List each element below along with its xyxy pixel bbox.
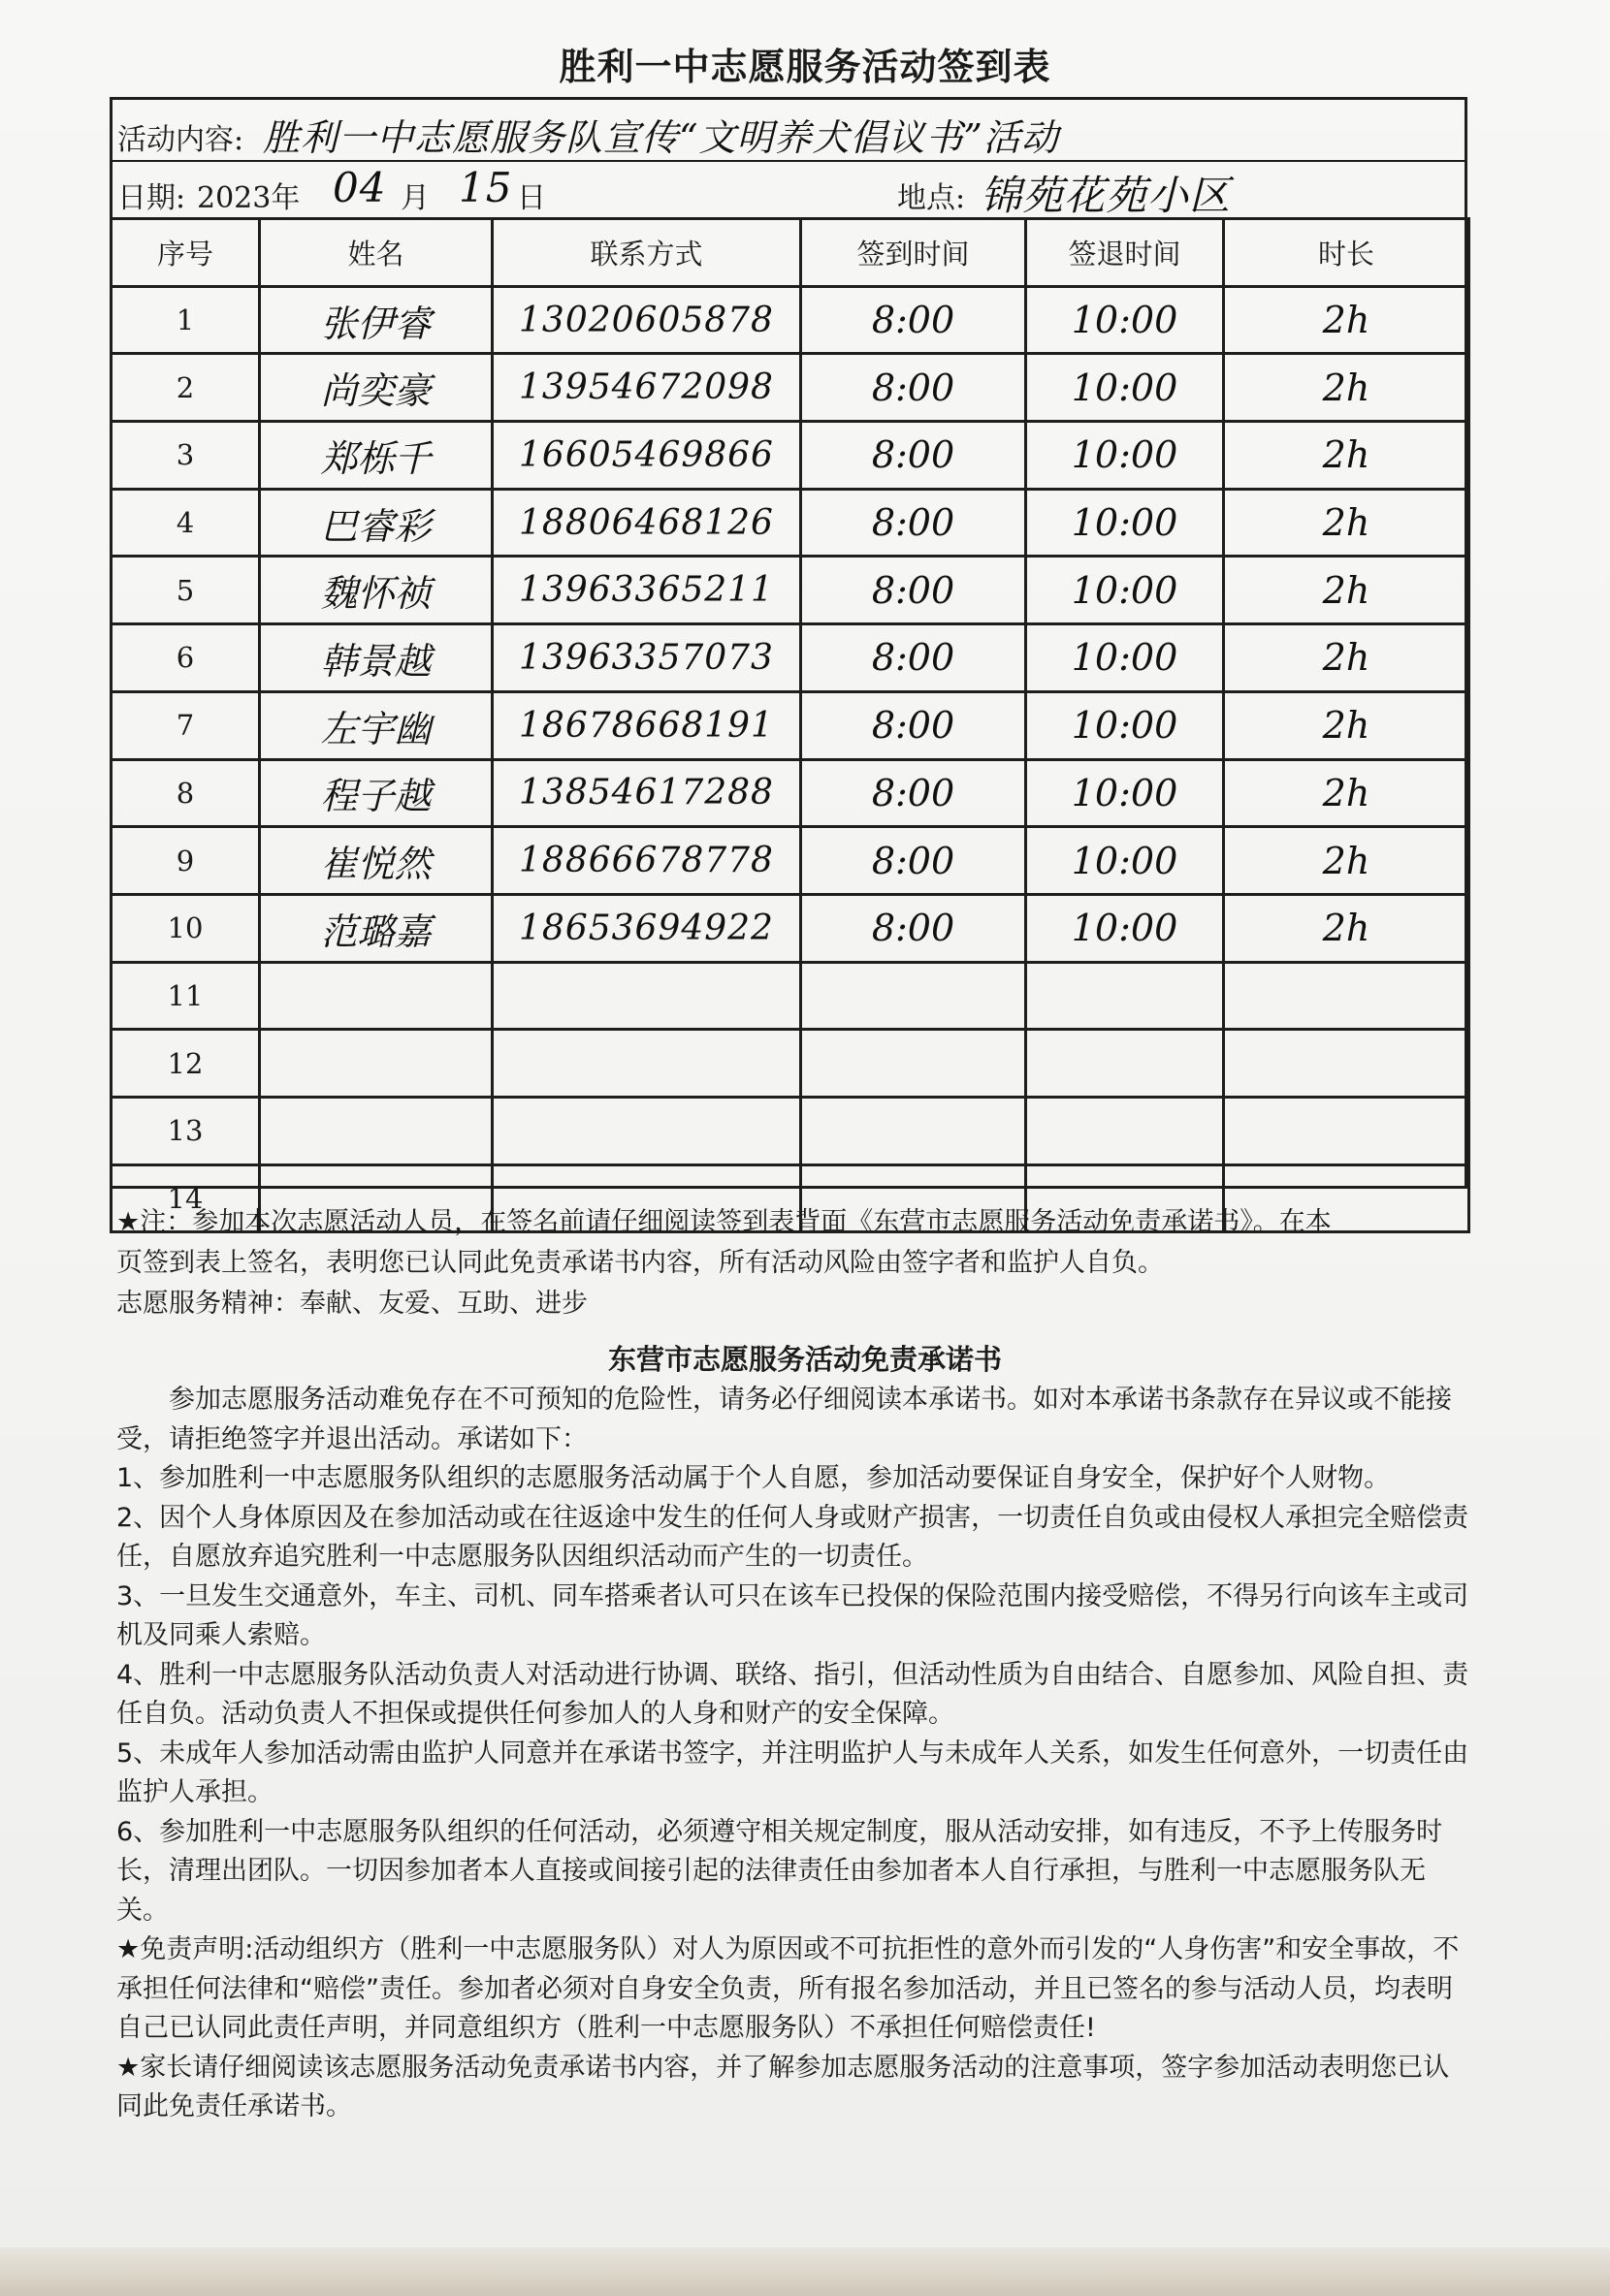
row-phone [493,1097,801,1164]
date-row [110,162,1467,218]
row-no: 10 [112,894,260,962]
row-no: 12 [112,1030,260,1098]
row-duration: 2h [1224,286,1469,354]
table-row [112,1030,1469,1098]
waiver-paragraph: 3、一旦发生交通意外，车主、司机、同车搭乘者认可只在该车已投保的保险范围内接受赔偿，不得另行向该车主或司机及同乘人索赔。 [116,1580,1469,1650]
row-check-in [801,1030,1026,1098]
row-check-out [1026,1030,1224,1098]
waiver-paragraph: 2、因个人身体原因及在参加活动或在往返途中发生的任何人身或财产损害，一切责任自负或由侵权人承担完全赔偿责任，自愿放弃追究胜利一中志愿服务队因组织活动而产生的一切责任。 [116,1502,1469,1572]
waiver-paragraph: 4、胜利一中志愿服务队活动负责人对活动进行协调、联络、指引，但活动性质为自由结合、自愿参加、风险自担、责任自负。活动负责人不担保或提供任何参加人的人身和财产的安全保障。 [116,1659,1469,1729]
row-check-in: 8:00 [801,759,1026,827]
date-month-unit: 月 [401,181,430,215]
notes-block [116,1202,1474,1324]
row-check-in [801,1097,1026,1164]
row-name: 张伊睿 [260,286,493,354]
row-check-out: 10:00 [1026,827,1224,895]
waiver-title: 东营市志愿服务活动免责承诺书 [607,1343,1002,1376]
row-name: 魏怀祯 [260,557,493,624]
table-row [112,827,1469,895]
row-phone [493,962,801,1030]
row-no: 2 [112,354,260,422]
row-no: 14 [112,1164,260,1232]
row-no: 9 [112,827,260,895]
date-day-unit: 日 [517,181,546,215]
row-no: 7 [112,691,260,759]
row-duration: 2h [1224,354,1469,422]
row-phone: 18866678778 [493,827,801,895]
location-value: 锦苑花苑小区 [981,172,1232,219]
header-phone: 联系方式 [493,219,801,287]
row-check-out: 10:00 [1026,691,1224,759]
waiver-paragraph: 1、参加胜利一中志愿服务队组织的志愿服务活动属于个人自愿，参加活动要保证自身安全，保护好个人财物。 [116,1463,1391,1493]
row-check-in: 8:00 [801,557,1026,624]
date-month: 04 [333,164,387,211]
row-duration: 2h [1224,624,1469,692]
waiver-paragraph: ★家长请仔细阅读该志愿服务活动免责承诺书内容，并了解参加志愿服务活动的注意事项，签字参加活动表明您已认同此免责任承诺书。 [116,2052,1450,2121]
activity-label: 活动内容: [117,123,244,157]
row-name: 尚奕豪 [260,354,493,422]
row-name [260,1097,493,1164]
row-check-out: 10:00 [1026,557,1224,624]
table-row [112,489,1469,557]
table-row [112,691,1469,759]
row-no: 3 [112,422,260,490]
waiver-paragraph: 5、未成年人参加活动需由监护人同意并在承诺书签字，并注明监护人与未成年人关系，如发生任何意外，一切责任由监护人承担。 [116,1738,1469,1807]
row-name: 韩景越 [260,624,493,692]
row-name: 程子越 [260,759,493,827]
row-check-in: 8:00 [801,354,1026,422]
row-name: 郑栎千 [260,422,493,490]
row-check-in: 8:00 [801,422,1026,490]
header-check-in: 签到时间 [801,219,1026,287]
table-row [112,1097,1469,1164]
date-label: 日期: [117,181,186,215]
row-check-out: 10:00 [1026,489,1224,557]
row-duration [1224,1097,1469,1164]
header-no: 序号 [112,219,260,287]
row-check-in: 8:00 [801,624,1026,692]
table-row [112,422,1469,490]
table-row [112,286,1469,354]
row-phone: 13954672098 [493,354,801,422]
row-no: 4 [112,489,260,557]
row-no: 8 [112,759,260,827]
row-no: 6 [112,624,260,692]
sign-in-table [110,217,1470,1233]
date-day: 15 [459,164,513,211]
row-duration: 2h [1224,827,1469,895]
row-check-in: 8:00 [801,286,1026,354]
row-phone: 13854617288 [493,759,801,827]
table-surface-edge [0,2248,1610,2296]
row-check-in: 8:00 [801,489,1026,557]
row-name: 崔悦然 [260,827,493,895]
row-check-out: 10:00 [1026,624,1224,692]
row-duration [1224,1030,1469,1098]
note-line: 页签到表上签名，表明您已认同此免责承诺书内容，所有活动风险由签字者和监护人自负。 [116,1248,1164,1278]
table-row [112,962,1469,1030]
row-name: 巴睿彩 [260,489,493,557]
row-phone: 13963365211 [493,557,801,624]
table-header-row [112,219,1469,287]
header-name: 姓名 [260,219,493,287]
volunteer-spirit: 志愿服务精神：奉献、友爱、互助、进步 [116,1289,588,1319]
row-phone: 18653694922 [493,894,801,962]
row-name [260,1030,493,1098]
table-row [112,354,1469,422]
row-phone: 18678668191 [493,691,801,759]
note-line: ★注：参加本次志愿活动人员，在签名前请仔细阅读签到表背面《东营市志愿服务活动免责承诺书》。在本 [116,1207,1332,1237]
row-phone: 13963357073 [493,624,801,692]
row-duration: 2h [1224,759,1469,827]
date-year: 2023年 [197,181,301,215]
row-check-in: 8:00 [801,894,1026,962]
waiver-paragraph: 6、参加胜利一中志愿服务队组织的任何活动，必须遵守相关规定制度，服从活动安排，如有违反，不予上传服务时长，清理出团队。一切因参加者本人直接或间接引起的法律责任由参加者本人自行承担，与胜利一中志愿服务队无关。 [116,1816,1443,1926]
row-check-out [1026,962,1224,1030]
table-row [112,624,1469,692]
row-no: 5 [112,557,260,624]
row-check-in: 8:00 [801,691,1026,759]
row-duration: 2h [1224,489,1469,557]
row-duration: 2h [1224,894,1469,962]
activity-row [110,100,1467,162]
row-no: 1 [112,286,260,354]
row-no: 13 [112,1097,260,1164]
row-phone [493,1030,801,1098]
header-duration: 时长 [1224,219,1469,287]
row-duration: 2h [1224,557,1469,624]
row-name: 左宇幽 [260,691,493,759]
waiver-terms [116,1381,1474,2127]
row-check-out: 10:00 [1026,286,1224,354]
row-check-out: 10:00 [1026,422,1224,490]
row-name [260,962,493,1030]
row-check-out: 10:00 [1026,894,1224,962]
table-row [112,557,1469,624]
row-check-out: 10:00 [1026,759,1224,827]
row-check-out: 10:00 [1026,354,1224,422]
table-row [112,759,1469,827]
table-row [112,894,1469,962]
row-duration: 2h [1224,422,1469,490]
row-phone: 13020605878 [493,286,801,354]
waiver-paragraph: 参加志愿服务活动难免存在不可预知的危险性，请务必仔细阅读本承诺书。如对本承诺书条款存在异议或不能接受，请拒绝签字并退出活动。承诺如下： [116,1385,1452,1454]
row-duration [1224,962,1469,1030]
activity-value: 胜利一中志愿服务队宣传“文明养犬倡议书”活动 [263,116,1059,159]
row-no: 11 [112,962,260,1030]
row-check-in [801,962,1026,1030]
row-name: 范璐嘉 [260,894,493,962]
row-check-in: 8:00 [801,827,1026,895]
page-title: 胜利一中志愿服务活动签到表 [559,46,1051,88]
header-check-out: 签退时间 [1026,219,1224,287]
row-check-out [1026,1097,1224,1164]
row-phone: 18806468126 [493,489,801,557]
row-duration: 2h [1224,691,1469,759]
row-phone: 16605469866 [493,422,801,490]
location-label: 地点: [897,181,966,215]
waiver-paragraph: ★免责声明:活动组织方（胜利一中志愿服务队）对人为原因或不可抗拒性的意外而引发的“人身伤害”和安全事故，不承担任何法律和“赔偿”责任。参加者必须对自身安全负责，所有报名参加活动，并且已签名的参与活动人员，均表明自己已认同此责任声明，并同意组织方（胜利一中志愿服务队）不承担任何赔偿责任! [116,1934,1460,2043]
